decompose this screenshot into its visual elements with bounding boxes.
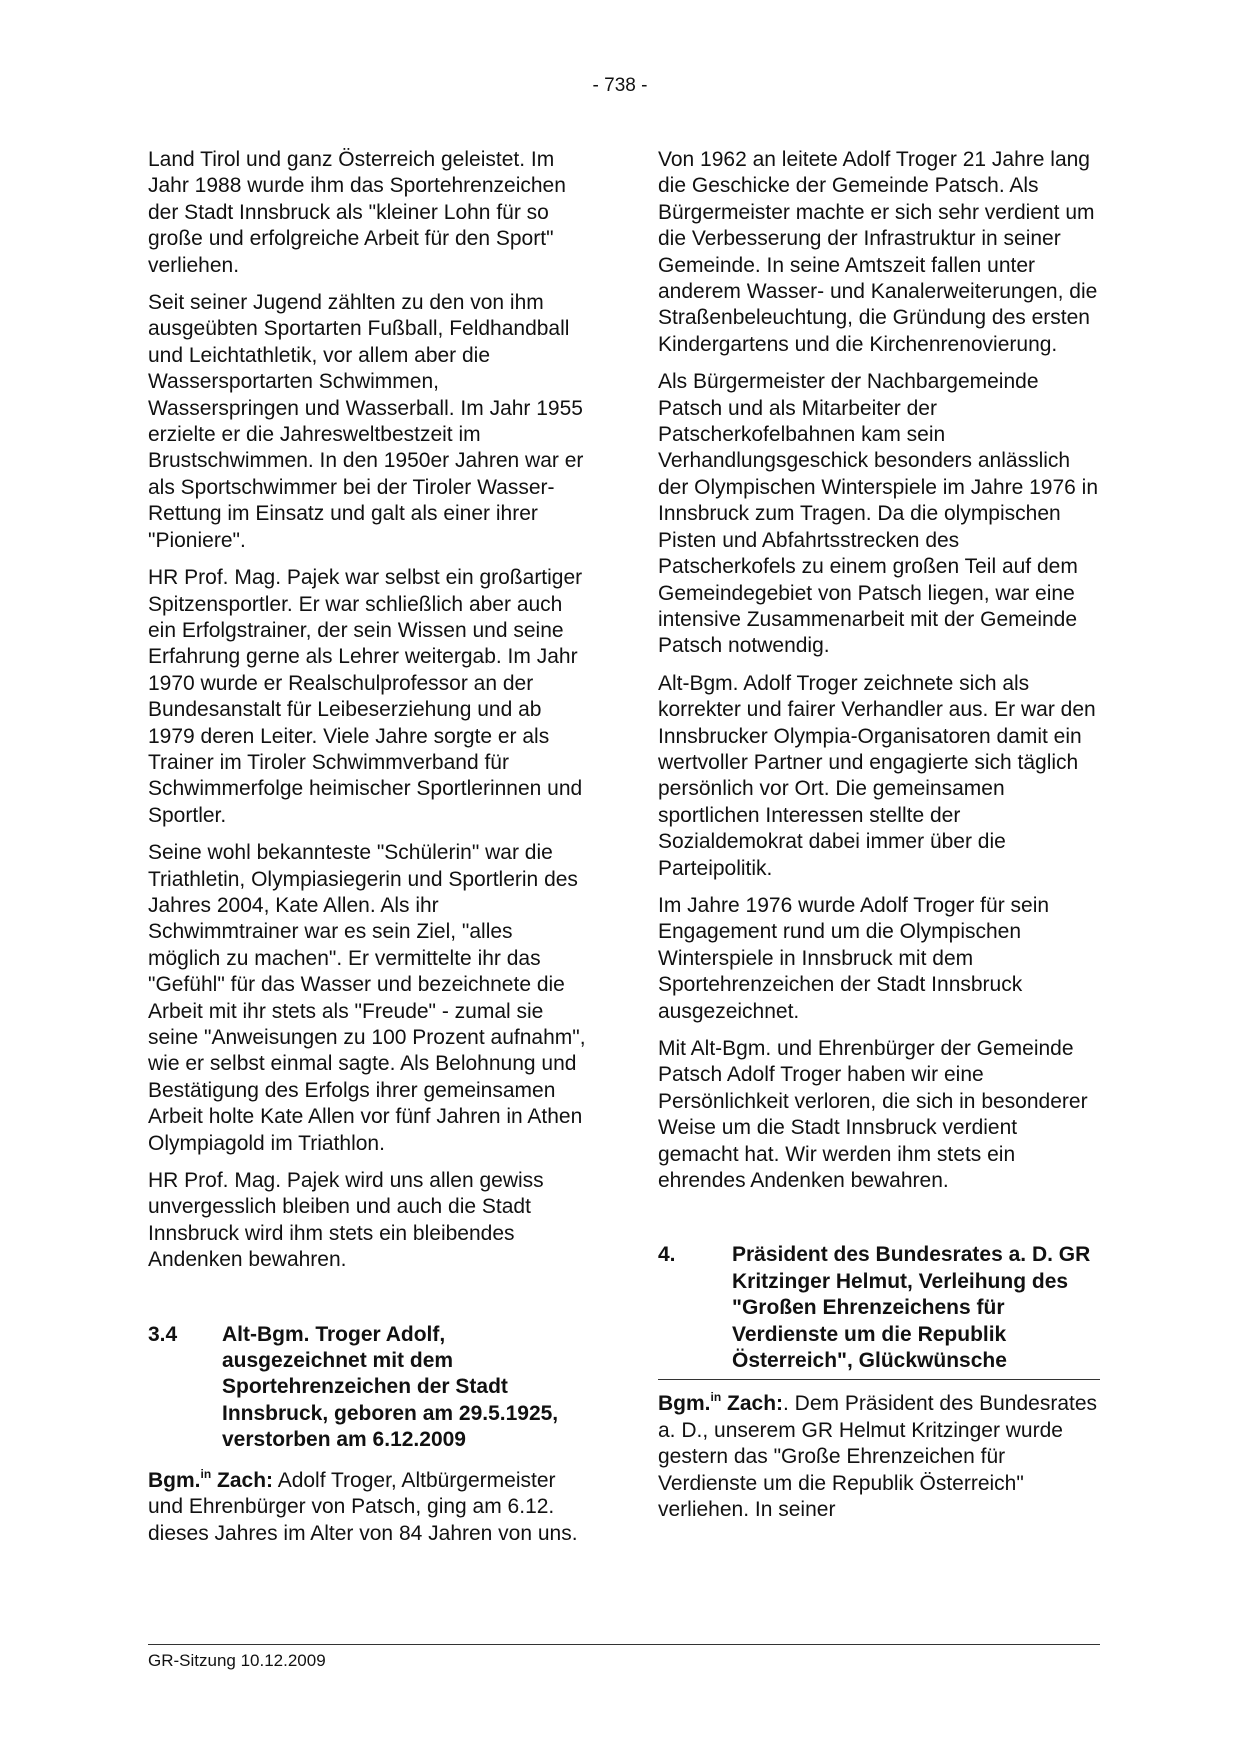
body-paragraph: HR Prof. Mag. Pajek war selbst ein großartiger Spitzensportler. Er war schließlich aber auch ein Erfolgstrainer, der sein Wissen und seine Erfahrung gerne als Lehrer weitergab. Im Jahr 1970 wurde er Realschulprofessor an der Bundesanstalt für Leibeserziehung und ab 1979 deren Leiter. Viele Jahre sorgte er als Trainer im Tiroler Schwimmverband für Schwimmerfolge heimischer Sportlerinnen und Sportler.: [148, 566, 583, 827]
speech-text: . Dem Präsident des Bundesrates a. D., unserem GR Helmut Kritzinger wurde gestern das "Große Ehrenzeichen für Verdienste um die Republik Österreich" verliehen. In seiner: [658, 1392, 1098, 1522]
section-3-4: [148, 1322, 588, 1547]
body-paragraph: Mit Alt-Bgm. und Ehrenbürger der Gemeinde Patsch Adolf Troger haben wir eine Persönlichkeit verloren, die sich in besonderer Weise um die Stadt Innsbruck verdient gemacht hat. Wir werden ihm stets ein ehrendes Andenken bewahren.: [658, 1037, 1088, 1193]
body-paragraph: Seit seiner Jugend zählten zu den von ihm ausgeübten Sportarten Fußball, Feldhandball und Leichtathletik, vor allem aber die Wassersportarten Schwimmen, Wasserspringen und Wasserball. Im Jahr 1955 erzielte er die Jahresweltbestzeit im Brustschwimmen. In den 1950er Jahren war er als Sportschwimmer bei der Tiroler Wasser-Rettung im Einsatz und galt als einer ihrer "Pioniere".: [148, 291, 584, 552]
body-paragraph: HR Prof. Mag. Pajek wird uns allen gewiss unvergesslich bleiben und auch die Stadt Innsbruck wird ihm stets ein bleibendes Andenken bewahren.: [148, 1169, 544, 1272]
section-rule: [658, 1379, 1100, 1380]
section-heading: [658, 1242, 1100, 1374]
footer-text: GR-Sitzung 10.12.2009: [148, 1651, 326, 1670]
section-title: Alt-Bgm. Troger Adolf, ausgezeichnet mit dem Sportehrenzeichen der Stadt Innsbruck, geboren am 29.5.1925, verstorben am 6.12.2009: [222, 1322, 559, 1452]
right-column: [658, 147, 1100, 1535]
body-paragraph: Im Jahre 1976 wurde Adolf Troger für sein Engagement rund um die Olympischen Winterspiele in Innsbruck mit dem Sportehrenzeichen der Stadt Innsbruck ausgezeichnet.: [658, 893, 1050, 1023]
left-column: [148, 147, 588, 1558]
body-paragraph: Land Tirol und ganz Österreich geleistet. Im Jahr 1988 wurde ihm das Sportehrenzeichen der Stadt Innsbruck als "kleiner Lohn für so große und erfolgreiche Arbeit für den Sport" verliehen.: [148, 148, 566, 277]
section-title: Präsident des Bundesrates a. D. GR Kritzinger Helmut, Verleihung des "Großen Ehrenzeichens für Verdienste um die Republik Österreich", Glückwünsche: [732, 1243, 1091, 1373]
page-number: - 738 -: [592, 75, 648, 96]
section-number: 4.: [658, 1243, 676, 1267]
speech-paragraph: [658, 1391, 1100, 1523]
section-4: [658, 1242, 1100, 1523]
body-paragraph: Alt-Bgm. Adolf Troger zeichnete sich als korrekter und fairer Verhandler aus. Er war den Innsbrucker Olympia-Organisatoren damit ein wertvoller Partner und engagierte sich täglich persönlich vor Ort. Die gemeinsamen sportlichen Interessen stellte der Sozialdemokrat dabei immer über die Parteipolitik.: [658, 671, 1096, 880]
speech-text: Adolf Troger, Altbürgermeister und Ehrenbürger von Patsch, ging am 6.12. dieses Jahres im Alter von 84 Jahren von uns.: [148, 1468, 578, 1545]
footer-rule: [148, 1644, 1100, 1645]
section-number: 3.4: [148, 1322, 178, 1346]
speaker-label: Bgm.$^{in}$ Zach:: [658, 1390, 784, 1416]
speaker-label: Bgm.$^{in}$ Zach:: [148, 1466, 274, 1492]
body-paragraph: Seine wohl bekannteste "Schülerin" war die Triathletin, Olympiasiegerin und Sportlerin des Jahres 2004, Kate Allen. Als ihr Schwimmtrainer war es sein Ziel, "alles möglich zu machen". Er vermittelte ihr das "Gefühl" für das Wasser und bezeichnete die Arbeit mit ihr stets als "Freude" - zumal sie seine "Anweisungen zu 100 Prozent aufnahm", wie er selbst einmal sagte. Als Belohnung und Bestätigung des Erfolgs ihrer gemeinsamen Arbeit holte Kate Allen vor fünf Jahren in Athen Olympiagold im Triathlon.: [148, 841, 586, 1155]
section-heading: [148, 1322, 588, 1454]
body-paragraph: Von 1962 an leitete Adolf Troger 21 Jahre lang die Geschicke der Gemeinde Patsch. Als Bürgermeister machte er sich sehr verdient um die Verbesserung der Infrastruktur in seiner Gemeinde. In seine Amtszeit fallen unter anderem Wasser- und Kanalerweiterungen, die Straßenbeleuchtung, die Gründung des ersten Kindergartens und die Kirchenrenovierung.: [658, 148, 1098, 356]
body-paragraph: Als Bürgermeister der Nachbargemeinde Patsch und als Mitarbeiter der Patscherkofelbahnen kam sein Verhandlungsgeschick besonders anlässlich der Olympischen Winterspiele im Jahre 1976 in Innsbruck zum Tragen. Da die olympischen Pisten und Abfahrtsstrecken des Patscherkofels zu einem großen Teil auf dem Gemeindegebiet von Patsch liegen, war eine intensive Zusammenarbeit mit der Gemeinde Patsch notwendig.: [658, 370, 1099, 658]
speech-paragraph: [148, 1468, 588, 1547]
